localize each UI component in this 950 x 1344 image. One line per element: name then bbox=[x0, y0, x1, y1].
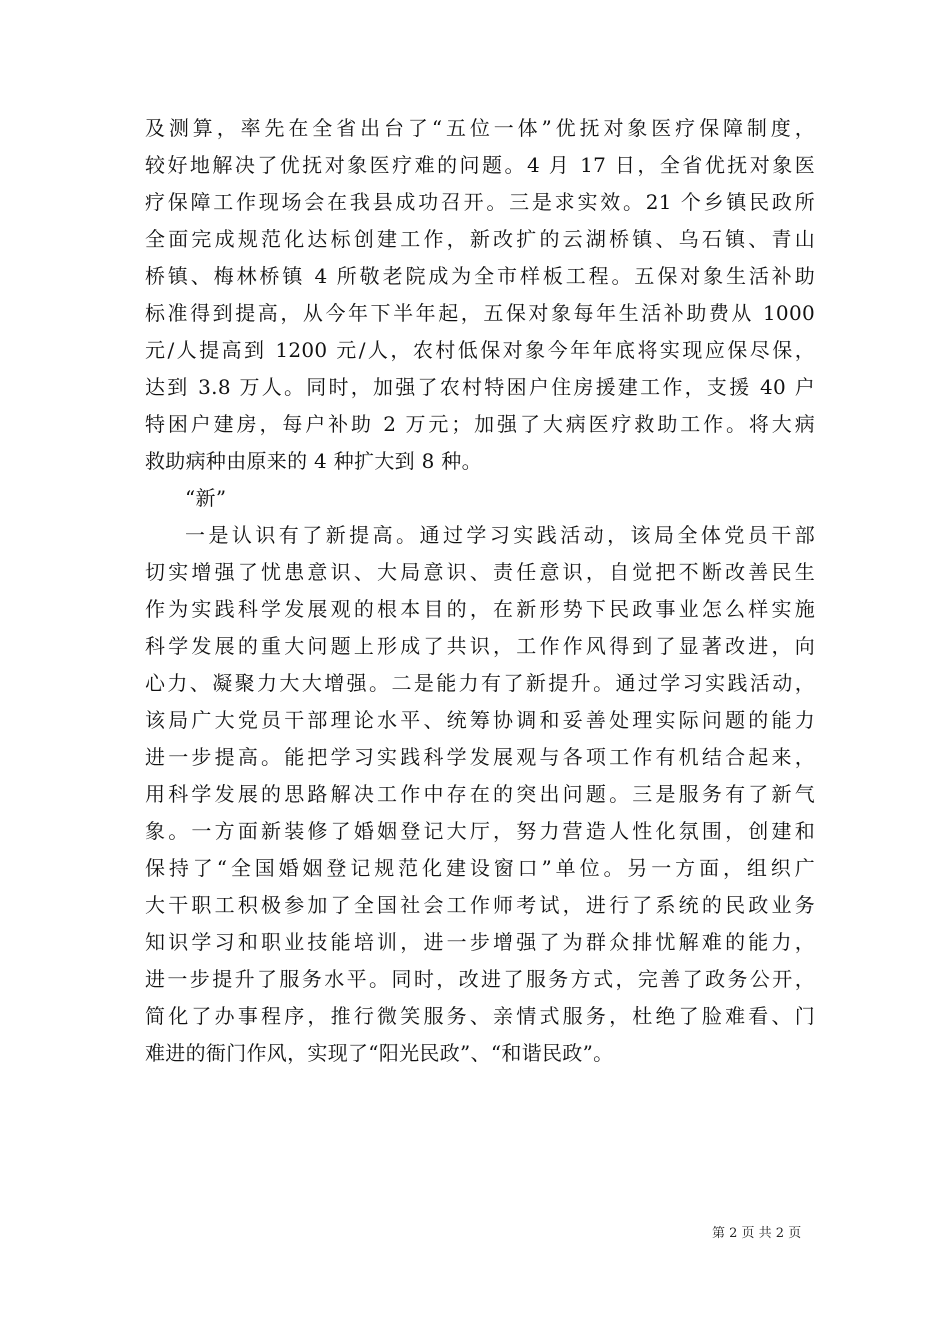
text-line: 桥镇、梅林桥镇 4 所敬老院成为全市样板工程。五保对象生活补助 bbox=[145, 264, 815, 288]
page-number: 第 2 页 共 2 页 bbox=[712, 1226, 802, 1241]
text-line: 疗保障工作现场会在我县成功召开。三是求实效。21 个乡镇民政所 bbox=[145, 190, 815, 214]
body-text bbox=[145, 110, 815, 1072]
text-line: 难进的衙门作风，实现了“阳光民政”、“和谐民政”。 bbox=[145, 1041, 614, 1065]
text-line: 达到 3.8 万人。同时，加强了农村特困户住房援建工作，支援 40 户 bbox=[145, 375, 815, 399]
text-line: 心力、凝聚力大大增强。二是能力有了新提升。通过学习实践活动， bbox=[145, 671, 815, 695]
text-line: 进一步提升了服务水平。同时，改进了服务方式，完善了政务公开， bbox=[145, 967, 815, 991]
text-line: 元/人提高到 1200 元/人，农村低保对象今年年底将实现应保尽保， bbox=[145, 338, 815, 362]
text-line: 科学发展的重大问题上形成了共识，工作作风得到了显著改进，向 bbox=[145, 634, 815, 658]
text-line: 较好地解决了优抚对象医疗难的问题。4 月 17 日，全省优抚对象医 bbox=[145, 153, 815, 177]
text-line: 全面完成规范化达标创建工作，新改扩的云湖桥镇、乌石镇、青山 bbox=[145, 227, 815, 251]
text-line: 救助病种由原来的 4 种扩大到 8 种。 bbox=[145, 449, 482, 473]
text-line: 作为实践科学发展观的根本目的，在新形势下民政事业怎么样实施 bbox=[145, 597, 815, 621]
text-line: 及测算，率先在全省出台了“五位一体”优抚对象医疗保障制度， bbox=[145, 116, 815, 140]
text-line: 用科学发展的思路解决工作中存在的突出问题。三是服务有了新气 bbox=[145, 782, 815, 806]
text-line: “新” bbox=[185, 486, 227, 510]
text-line: 切实增强了忧患意识、大局意识、责任意识，自觉把不断改善民生 bbox=[145, 560, 815, 584]
text-line: 象。一方面新装修了婚姻登记大厅，努力营造人性化氛围，创建和 bbox=[145, 819, 815, 843]
text-line: 进一步提高。能把学习实践科学发展观与各项工作有机结合起来， bbox=[145, 745, 815, 769]
text-line: 知识学习和职业技能培训，进一步增强了为群众排忧解难的能力， bbox=[145, 930, 815, 954]
text-line: 简化了办事程序，推行微笑服务、亲情式服务，杜绝了脸难看、门 bbox=[145, 1004, 815, 1028]
text-line: 标准得到提高，从今年下半年起，五保对象每年生活补助费从 1000 bbox=[145, 301, 815, 325]
text-line: 大干职工积极参加了全国社会工作师考试，进行了系统的民政业务 bbox=[145, 893, 815, 917]
text-line: 一是认识有了新提高。通过学习实践活动，该局全体党员干部 bbox=[185, 523, 815, 547]
text-line: 特困户建房，每户补助 2 万元；加强了大病医疗救助工作。将大病 bbox=[145, 412, 815, 436]
text-line: 保持了“全国婚姻登记规范化建设窗口”单位。另一方面，组织广 bbox=[145, 856, 815, 880]
text-line: 该局广大党员干部理论水平、统筹协调和妥善处理实际问题的能力 bbox=[145, 708, 815, 732]
